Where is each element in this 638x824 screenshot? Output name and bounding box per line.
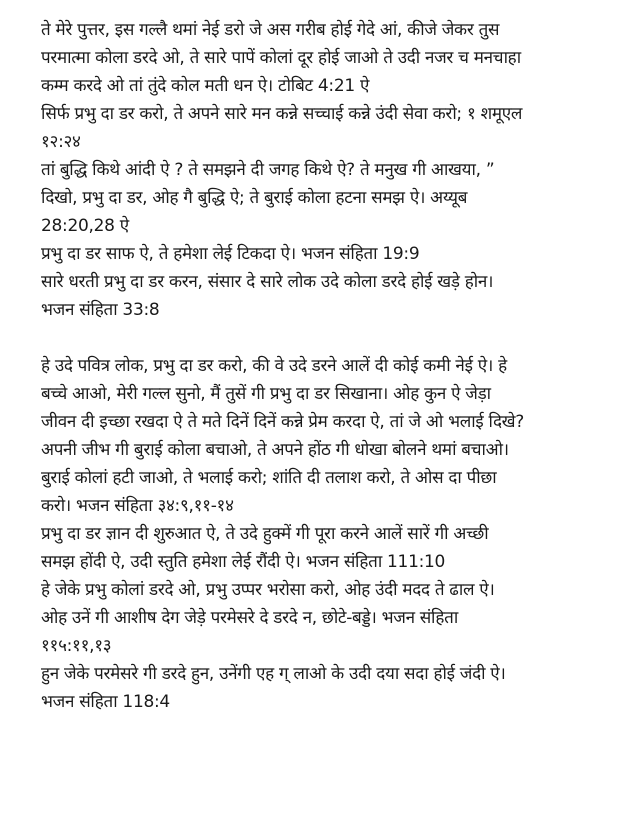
text-line: प्रभु दा डर साफ ऐ, ते हमेशा लेई टिकदा ऐ। भजन संहिता 19:9 <box>41 244 420 264</box>
text-line: 28:20,28 ऐ <box>41 216 129 236</box>
text-line: कम्म करदे ओ तां तुंदे कोल मती धन ऐ। टोबिट 4:21 ऐ <box>41 76 370 96</box>
paragraph-gap <box>41 324 598 352</box>
text-line: करो। भजन संहिता ३४:९,११-१४ <box>41 496 234 516</box>
text-line: समझ होंदी ऐ, उदी स्तुति हमेशा लेई रौंदी ऐ। भजन संहिता 111:10 <box>41 552 446 572</box>
text-line: हे उदे पवित्र लोक, प्रभु दा डर करो, की वे उदे डरने आलें दी कोई कमी नेई ऐ। हे <box>41 356 507 376</box>
text-line: दिखो, प्रभु दा डर, ओह गै बुद्धि ऐ; ते बुराई कोला हटना समझ ऐ। अय्यूब <box>41 188 468 208</box>
text-line: भजन संहिता 118:4 <box>41 692 170 712</box>
text-line: जीवन दी इच्छा रखदा ऐ ते मते दिनें दिनें कन्ने प्रेम करदा ऐ, तां जे ओ भलाई दिखे? <box>41 412 525 432</box>
text-line: प्रभु दा डर ज्ञान दी शुरुआत ऐ, ते उदे हुक्में गी पूरा करने आलें सारें गी अच्छी <box>41 524 489 544</box>
text-line: भजन संहिता 33:8 <box>41 300 160 320</box>
text-line: सिर्फ प्रभु दा डर करो, ते अपने सारे मन कन्ने सच्चाई कन्ने उंदी सेवा करो; १ शमूएल <box>41 104 523 124</box>
text-line: ओह उनें गी आशीष देग जेड़े परमेसरे दे डरदे न, छोटे-बड्डे। भजन संहिता <box>41 608 458 628</box>
text-line: परमात्मा कोला डरदे ओ, ते सारे पापें कोलां दूर होई जाओ ते उदी नजर च मनचाहा <box>41 48 521 68</box>
text-line: ते मेरे पुत्तर, इस गल्लै थमां नेई डरो जे अस गरीब होई गेदे आं, कीजे जेकर तुस <box>41 20 500 40</box>
text-line: १२:२४ <box>41 132 81 152</box>
text-line: हुन जेके परमेसरे गी डरदे हुन, उनेंगी एह ग् लाओ के उदी दया सदा होई जंदी ऐ। <box>41 664 506 684</box>
text-line: बुराई कोलां हटी जाओ, ते भलाई करो; शांति दी तलाश करो, ते ओस दा पीछा <box>41 468 497 488</box>
text-line: तां बुद्धि किथे आंदी ऐ ? ते समझने दी जगह किथे ऐ? ते मनुख गी आखया, ” <box>41 160 495 180</box>
text-line: ११५:११,१३ <box>41 636 112 656</box>
text-line: सारे धरती प्रभु दा डर करन, संसार दे सारे लोक उदे कोला डरदे होई खड़े होन। <box>41 272 494 292</box>
paragraph-2 <box>41 352 598 716</box>
text-line: हे जेके प्रभु कोलां डरदे ओ, प्रभु उप्पर भरोसा करो, ओह उंदी मदद ते ढाल ऐ। <box>41 580 495 600</box>
text-line: अपनी जीभ गी बुराई कोला बचाओ, ते अपने होंठ गी धोखा बोलने थमां बचाओ। <box>41 440 509 460</box>
text-line: बच्चे आओ, मेरी गल्ल सुनो, मैं तुसें गी प्रभु दा डर सिखाना। ओह कुन ऐ जेड़ा <box>41 384 491 404</box>
paragraph-1 <box>41 16 598 324</box>
